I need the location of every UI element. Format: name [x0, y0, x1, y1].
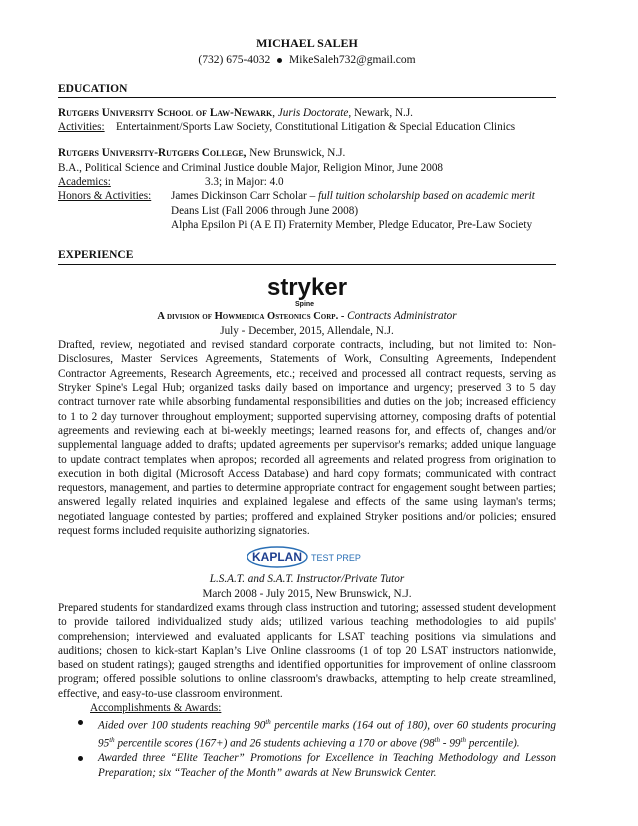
svg-text:KAPLAN: KAPLAN: [252, 550, 302, 565]
stryker-logo-icon: [262, 273, 352, 309]
law-school-name: Rutgers University School of Law-Newark: [58, 106, 273, 119]
college-location: New Brunswick, N.J.: [246, 147, 346, 160]
accomplishments-list: [58, 715, 556, 780]
accomplishments-heading: Accomplishments & Awards:: [90, 701, 222, 714]
stryker-description: Drafted, review, negotiated and revised standard corporate contracts, including, but not limited to: Non-Disclosures, Master Services Agreements, Statements of Work, Consulting Agreements, Independent Contractor Agreements, Research Agreements, etc.; received and processed all contract requests, serving as Stryker Spine's Legal Hub; organized tasks daily based on importance and urgency; preserved 3 to 5 day contract turnover rate while absorbing fundamental responsibilities and duties on the job; increased efficiency to 1 to 2 day turnover throughout employment; supported supervising attorney, composing drafts of potential agreements and reviewing each at bi-weekly meetings; learned reasons for, and effects of, changes and/or supplemental language added to drafts; updated agreements per supervisor's remarks; added unique language to update contract templates when apropos; recorded all agreements and related progress from origination to execution in both digital (Microsoft Access Database) and hard copy formats; communicated with contract requestors, management, and parties to determine appropriate contract for engagement sought between parties; answered legally related inquiries and explained legalese and effects of the same using layman's terms; negotiated language contested by parties; proffered and explained Stryker positions and/or policies; ensured request forms included requisite authorizing signatories.: [58, 339, 556, 538]
honors-row: [58, 189, 556, 203]
honors-2: Deans List (Fall 2006 through June 2008): [171, 204, 359, 217]
kaplan-description: Prepared students for standardized exams through class instruction and tutoring; assessed student development to provide tailored individualized study aids; utilized various teaching methodologies to aid pupils' comprehension; interviewed and evaluated applicants for LSAT teaching positions via simulations and auditions; chosen to kick-start Kaplan’s Live Online classrooms (1 of top 20 LSAT instructors nationwide, based on student ratings); gauged strengths and identified opportunities for improvement of online classroom program; offered possible solutions to online classroom's drawbacks, attempting to help create streamlined, effective, and easy-to-use classroom environment.: [58, 601, 556, 700]
stryker-dates: July - December, 2015, Allendale, N.J.: [220, 324, 394, 337]
svg-text:stryker: stryker: [266, 273, 348, 301]
stryker-title-line: [58, 309, 556, 324]
academics-row: [58, 175, 556, 189]
education-heading: EDUCATION: [58, 82, 556, 98]
stryker-logo: [58, 273, 556, 309]
email[interactable]: MikeSaleh732@gmail.com: [289, 54, 416, 67]
honors-1: James Dickinson Carr Scholar – full tuition scholarship based on academic merit: [171, 190, 535, 203]
kaplan-dates: March 2008 - July 2015, New Brunswick, N.J.: [202, 587, 412, 600]
college-name: Rutgers University-Rutgers College,: [58, 147, 247, 160]
college-line: [58, 146, 556, 160]
svg-text:Spine: Spine: [295, 300, 315, 308]
list-item: Awarded three “Elite Teacher” Promotions for Excellence in Teaching Methodology and Lesson Preparation; six “Teacher of the Month” awards at New Brunswick Center.: [98, 752, 556, 779]
svg-text:TEST PREP: TEST PREP: [311, 553, 361, 564]
kaplan-role: L.S.A.T. and S.A.T. Instructor/Private Tutor: [209, 573, 405, 586]
candidate-name: MICHAEL SALEH: [256, 36, 358, 50]
academics-label: Academics:: [58, 176, 111, 189]
kaplan-logo: [58, 546, 556, 572]
activities-label: Activities:: [58, 121, 105, 134]
honors-label: Honors & Activities:: [58, 190, 152, 203]
contact-line: [58, 53, 556, 67]
experience-heading: EXPERIENCE: [58, 248, 556, 264]
college-degree: B.A., Political Science and Criminal Justice double Major, Religion Minor, June 2008: [58, 161, 444, 174]
honors-3: Alpha Epsilon Pi (Α Ε Π) Fraternity Member, Pledge Educator, Pre-Law Society: [171, 218, 533, 231]
list-item: Aided over 100 students reaching 90th percentile marks (164 out of 180), over 60 students procuring 95th percentile scores (167+) and 26 students achieving a 170 or above (98th - 99th percentile).: [98, 715, 556, 751]
law-activities-row: [58, 120, 556, 134]
activities-value: Entertainment/Sports Law Society, Constitutional Litigation & Special Education Clinics: [116, 121, 516, 134]
phone: (732) 675-4032: [198, 54, 271, 67]
law-degree: Juris Doctorate: [277, 106, 349, 119]
law-school-line: Rutgers University School of Law-Newark, Juris Doctorate, Newark, N.J.: [58, 106, 413, 119]
kaplan-logo-icon: [247, 546, 367, 568]
academics-value: 3.3; in Major: 4.0: [205, 176, 284, 189]
bullet-icon: [277, 58, 282, 63]
stryker-role: Contracts Administrator: [344, 309, 457, 322]
law-location: , Newark, N.J.: [348, 106, 413, 119]
stryker-division: A division of Howmedica Osteonics Corp. -: [157, 310, 345, 322]
